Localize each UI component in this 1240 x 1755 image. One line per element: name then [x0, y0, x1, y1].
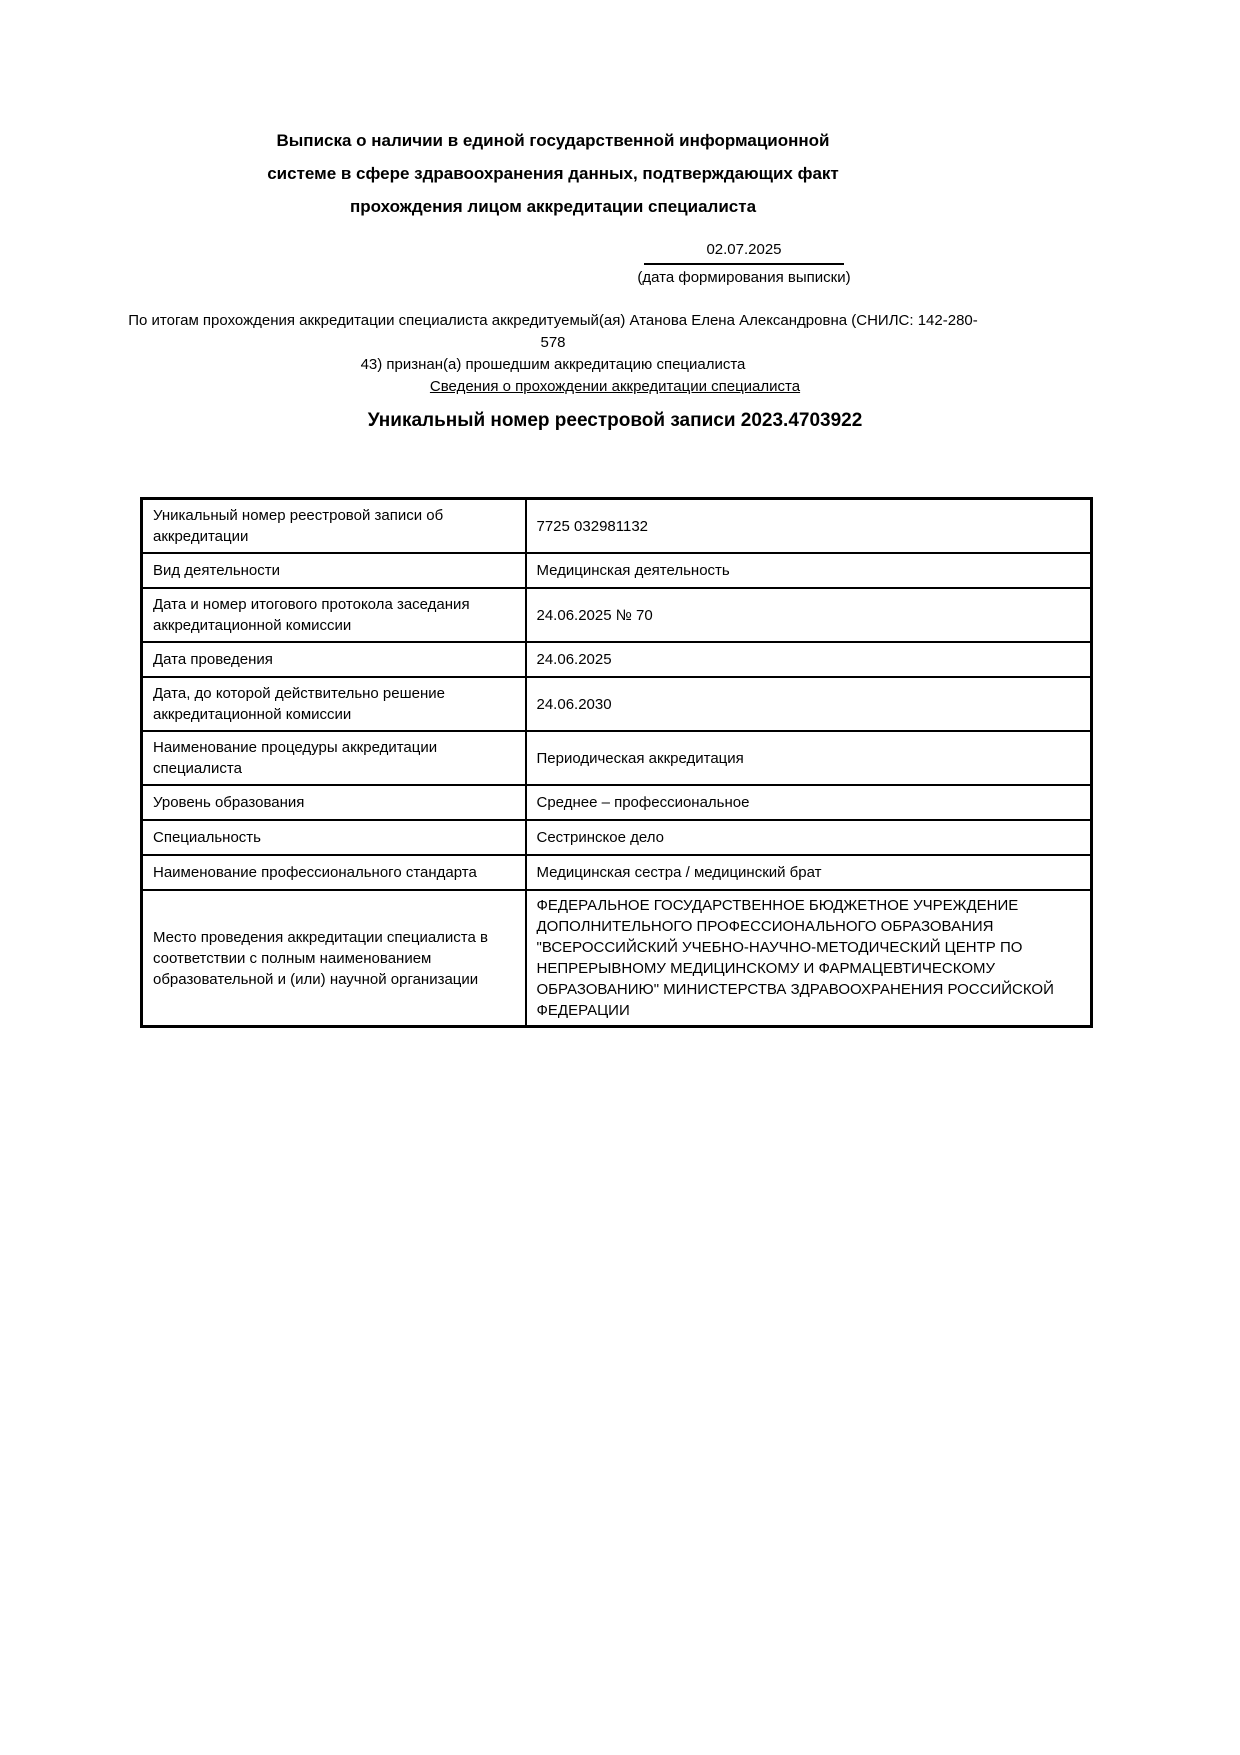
row-label: Дата и номер итогового протокола заседания аккредитационной комиссии	[142, 588, 526, 642]
row-value: Медицинская сестра / медицинский брат	[526, 855, 1092, 890]
row-label: Наименование процедуры аккредитации специалиста	[142, 731, 526, 785]
table-row	[142, 890, 1092, 1027]
row-label: Вид деятельности	[142, 553, 526, 588]
table-row	[142, 855, 1092, 890]
row-label: Дата проведения	[142, 642, 526, 677]
row-label: Уникальный номер реестровой записи об аккредитации	[142, 499, 526, 554]
section-heading-text: Сведения о прохождении аккредитации специалиста	[429, 378, 801, 395]
document-title-line-3: прохождения лицом аккредитации специалиста	[349, 197, 757, 216]
document-title	[150, 124, 956, 223]
table-row	[142, 785, 1092, 820]
row-value: Периодическая аккредитация	[526, 731, 1092, 785]
row-value: 24.06.2025 № 70	[526, 588, 1092, 642]
row-label: Место проведения аккредитации специалиста в соответствии с полным наименованием образовательной и (или) научной организации	[142, 890, 526, 1027]
row-value: ФЕДЕРАЛЬНОЕ ГОСУДАРСТВЕННОЕ БЮДЖЕТНОЕ УЧРЕЖДЕНИЕ ДОПОЛНИТЕЛЬНОГО ПРОФЕССИОНАЛЬНОГО ОБРАЗОВАНИЯ "ВСЕРОССИЙСКИЙ УЧЕБНО-НАУЧНО-МЕТОДИЧЕСКИЙ ЦЕНТР ПО НЕПРЕРЫВНОМУ МЕДИЦИНСКОМУ И ФАРМАЦЕВТИЧЕСКОМУ ОБРАЗОВАНИЮ" МИНИСТЕРСТВА ЗДРАВООХРАНЕНИЯ РОССИЙСКОЙ ФЕДЕРАЦИИ	[526, 890, 1092, 1027]
intro-line-1: По итогам прохождения аккредитации специалиста аккредитуемый(ая) Атанова Елена Александровна (СНИЛС: 142-280-578	[128, 312, 978, 351]
table-row	[142, 677, 1092, 731]
table-row	[142, 588, 1092, 642]
table-row	[142, 820, 1092, 855]
document-title-line-2: системе в сфере здравоохранения данных, подтверждающих факт	[267, 164, 839, 183]
row-label: Наименование профессионального стандарта	[142, 855, 526, 890]
table-row	[142, 642, 1092, 677]
row-label: Уровень образования	[142, 785, 526, 820]
row-value: Сестринское дело	[526, 820, 1092, 855]
row-value: 7725 032981132	[526, 499, 1092, 554]
row-label: Дата, до которой действительно решение аккредитационной комиссии	[142, 677, 526, 731]
row-value: Медицинская деятельность	[526, 553, 1092, 588]
table-row	[142, 499, 1092, 554]
row-value: Среднее – профессиональное	[526, 785, 1092, 820]
accreditation-table	[140, 497, 1093, 1028]
row-value: 24.06.2025	[526, 642, 1092, 677]
row-value: 24.06.2030	[526, 677, 1092, 731]
table-row	[142, 731, 1092, 785]
registry-record-heading: Уникальный номер реестровой записи 2023.4703922	[367, 410, 863, 431]
row-label: Специальность	[142, 820, 526, 855]
extract-date-block	[594, 240, 894, 288]
document-title-line-1: Выписка о наличии в единой государственной информационной	[276, 131, 830, 150]
extract-date-caption: (дата формирования выписки)	[637, 269, 851, 286]
intro-line-2: 43) признан(а) прошедшим аккредитацию специалиста	[360, 356, 746, 373]
intro-paragraph	[120, 310, 986, 376]
table-row	[142, 553, 1092, 588]
section-heading	[140, 378, 1090, 395]
extract-date: 02.07.2025	[644, 240, 844, 265]
